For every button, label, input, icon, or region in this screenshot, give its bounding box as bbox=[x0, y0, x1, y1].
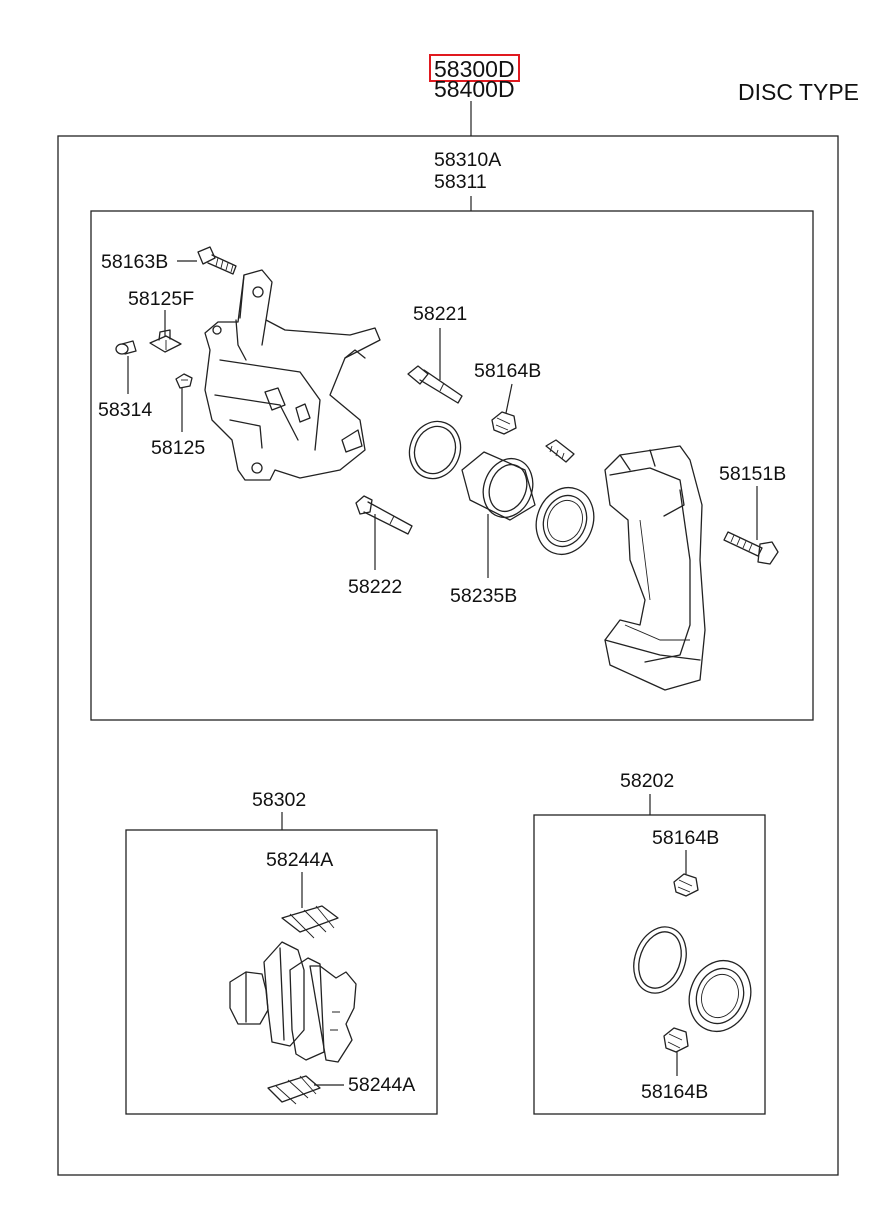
piston-drawing bbox=[462, 452, 541, 525]
assembly-number-secondary[interactable]: 58400D bbox=[434, 76, 515, 102]
caliper-label-primary[interactable]: 58310A bbox=[434, 149, 502, 171]
seal-kit-dust-boot-drawing bbox=[679, 952, 760, 1040]
seal-kit-boot-lower-drawing bbox=[664, 1028, 688, 1052]
part-label-mounting-bolt[interactable]: 58151B bbox=[719, 463, 787, 485]
pin-boot-drawing bbox=[546, 440, 574, 462]
part-label-bleeder-cap[interactable]: 58314 bbox=[98, 399, 153, 421]
boot-upper-drawing bbox=[492, 412, 516, 434]
bolt-upper-drawing bbox=[198, 247, 236, 274]
part-label-boot-upper[interactable]: 58164B bbox=[474, 360, 542, 382]
pad-spring-label-lower[interactable]: 58244A bbox=[348, 1074, 416, 1096]
leader-boot-upper bbox=[506, 384, 512, 413]
piston-seal-drawing bbox=[402, 414, 469, 486]
part-label-piston[interactable]: 58235B bbox=[450, 585, 518, 607]
part-label-guide-pin-upper[interactable]: 58221 bbox=[413, 303, 468, 325]
caliper-housing-drawing bbox=[205, 270, 380, 480]
caliper-label-secondary[interactable]: 58311 bbox=[434, 171, 487, 193]
pad-spring-upper-drawing bbox=[282, 906, 338, 938]
guide-pin-upper-drawing bbox=[408, 366, 462, 403]
bleeder-cap-drawing bbox=[116, 341, 136, 354]
mounting-bolt-drawing bbox=[724, 532, 778, 564]
seal-kit-boot-label-lower[interactable]: 58164B bbox=[641, 1081, 709, 1103]
bleeder-plug-drawing bbox=[176, 374, 192, 388]
brake-pads-drawing bbox=[230, 942, 356, 1062]
part-label-guide-pin-lower[interactable]: 58222 bbox=[348, 576, 403, 598]
part-label-bolt-upper[interactable]: 58163B bbox=[101, 251, 169, 273]
seal-kit-frame bbox=[534, 815, 765, 1114]
guide-pin-lower-drawing bbox=[356, 496, 412, 534]
seal-kit-seal-drawing bbox=[625, 919, 695, 1000]
pad-spring-lower-drawing bbox=[268, 1076, 320, 1104]
seal-kit-boot-upper-drawing bbox=[674, 874, 698, 896]
assembly-number-primary[interactable]: 58300D bbox=[434, 56, 515, 82]
seal-kit-boot-label-upper[interactable]: 58164B bbox=[652, 827, 720, 849]
seal-kit-label[interactable]: 58202 bbox=[620, 770, 675, 792]
part-label-bleeder-plug[interactable]: 58125 bbox=[151, 437, 206, 459]
dust-boot-drawing bbox=[527, 479, 603, 562]
pad-spring-label-upper[interactable]: 58244A bbox=[266, 849, 334, 871]
part-label-bleeder-screw[interactable]: 58125F bbox=[128, 288, 195, 310]
caliper-assembly-frame bbox=[91, 211, 813, 720]
pad-kit-label[interactable]: 58302 bbox=[252, 789, 307, 811]
disc-type-note: DISC TYPE bbox=[738, 79, 859, 105]
caliper-bracket-drawing bbox=[605, 446, 705, 690]
